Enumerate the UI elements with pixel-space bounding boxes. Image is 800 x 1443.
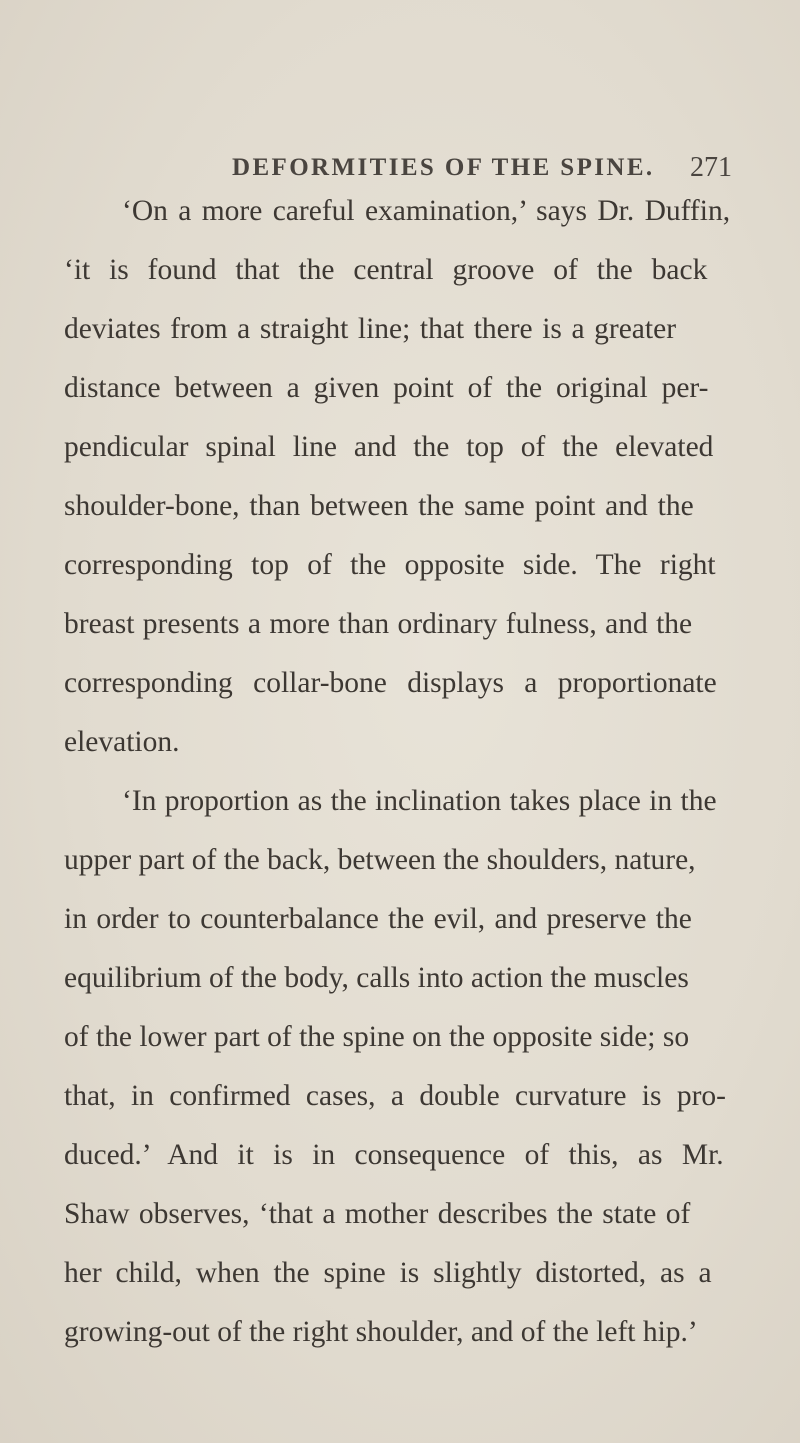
text-line: ‘it is found that the central groove of the back <box>64 254 708 286</box>
text-line: corresponding top of the opposite side. The right <box>64 549 716 581</box>
text-line: that, in confirmed cases, a double curvature is pro- <box>64 1080 726 1112</box>
text-line: elevation. <box>64 726 180 758</box>
text-line: corresponding collar-bone displays a proportionate <box>64 667 717 699</box>
text-line: her child, when the spine is slightly distorted, as a <box>64 1257 712 1289</box>
text-line: Shaw observes, ‘that a mother describes the state of <box>64 1198 691 1230</box>
text-line: pendicular spinal line and the top of the elevated <box>64 431 714 463</box>
text-line: breast presents a more than ordinary fulness, and the <box>64 608 693 640</box>
text-line: duced.’ And it is in consequence of this, as Mr. <box>64 1139 724 1171</box>
text-line: equilibrium of the body, calls into action the muscles <box>64 962 689 994</box>
text-line: shoulder-bone, than between the same point and the <box>64 490 694 522</box>
text-line: ‘On a more careful examination,’ says Dr. Duffin, <box>122 195 731 227</box>
text-line: growing-out of the right shoulder, and of the left hip.’ <box>64 1316 698 1348</box>
text-line: of the lower part of the spine on the opposite side; so <box>64 1021 690 1053</box>
text-line: ‘In proportion as the inclination takes place in the <box>122 785 717 817</box>
text-line: in order to counterbalance the evil, and preserve the <box>64 903 692 935</box>
text-line: distance between a given point of the original per- <box>64 372 709 404</box>
text-line: upper part of the back, between the shoulders, nature, <box>64 844 696 876</box>
running-head: DEFORMITIES OF THE SPINE. <box>232 154 655 181</box>
page-number: 271 <box>690 152 732 183</box>
page-header <box>232 154 732 194</box>
text-line: deviates from a straight line; that there is a greater <box>64 313 677 345</box>
